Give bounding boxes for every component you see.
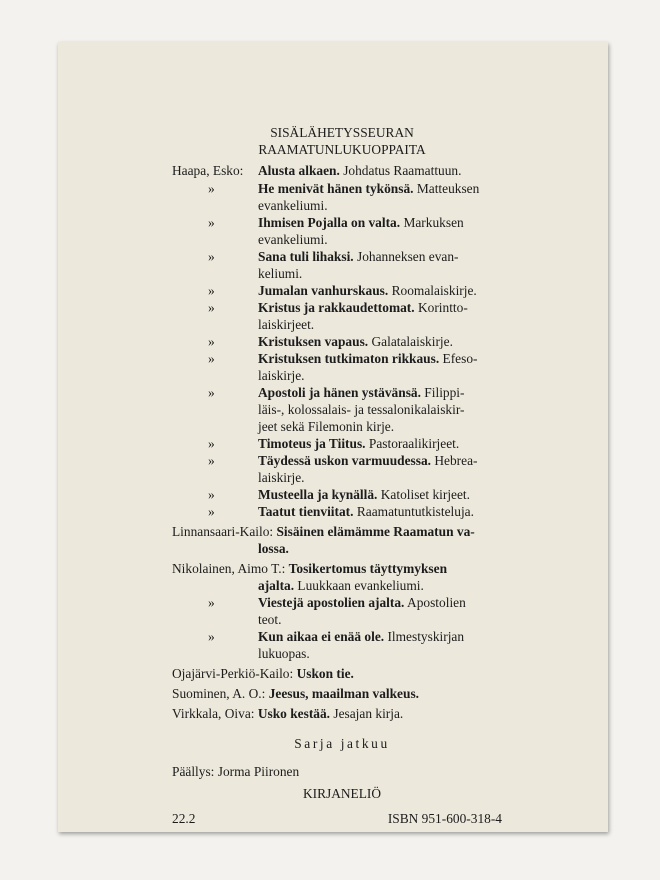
ditto-marker: »	[208, 487, 215, 502]
ditto-marker: »	[208, 181, 215, 196]
book-entry: Taatut tienviitat. Raamatuntutkisteluja.	[258, 504, 474, 519]
ditto-marker: »	[208, 334, 215, 349]
ditto-marker: »	[208, 629, 215, 644]
book-entry: Jumalan vanhurskaus. Roomalaiskirje.	[258, 283, 477, 298]
book-entry: Viestejä apostolien ajalta. Apostolien	[258, 595, 466, 610]
ditto-marker: »	[208, 595, 215, 610]
book-entry: Suominen, A. O.: Jeesus, maailman valkeus.	[172, 686, 420, 701]
ditto-marker: »	[208, 300, 215, 315]
book-entry-cont: laiskirje.	[258, 470, 305, 485]
book-entry: Timoteus ja Tiitus. Pastoraalikirjeet.	[258, 436, 460, 451]
book-entry: Linnansaari-Kailo: Sisäinen elämämme Raamatun va-	[172, 524, 475, 539]
ditto-marker: »	[208, 215, 215, 230]
series-header-line2: RAAMATUNLUKUOPPAITA	[258, 142, 426, 157]
book-entry-cont: ajalta. Luukkaan evankeliumi.	[258, 578, 424, 593]
cover-credit: Päällys: Jorma Piironen	[172, 764, 300, 779]
book-entry: Ihmisen Pojalla on valta. Markuksen	[258, 215, 464, 230]
publisher-name: KIRJANELIÖ	[302, 786, 382, 801]
book-entry: Musteella ja kynällä. Katoliset kirjeet.	[258, 487, 470, 502]
ditto-marker: »	[208, 453, 215, 468]
book-entry: He menivät hänen tykönsä. Matteuksen	[258, 181, 480, 196]
ditto-marker: »	[208, 351, 215, 366]
book-entry-cont: lukuopas.	[258, 646, 310, 661]
book-entry-cont: evankeliumi.	[258, 232, 328, 247]
book-entry: Virkkala, Oiva: Usko kestää. Jesajan kirja.	[172, 706, 404, 721]
isbn: ISBN 951-600-318-4	[387, 811, 502, 826]
book-entry-cont: keliumi.	[258, 266, 303, 281]
book-entry-cont: evankeliumi.	[258, 198, 328, 213]
book-entry: Ojajärvi-Perkiö-Kailo: Uskon tie.	[172, 666, 354, 681]
series-header-line1: SISÄLÄHETYSSEURAN	[270, 125, 414, 140]
book-entry: Sana tuli lihaksi. Johanneksen evan-	[258, 249, 459, 264]
book-entry: Apostoli ja hänen ystävänsä. Filippi-	[258, 385, 465, 400]
series-continues-note: Sarja jatkuu	[294, 736, 390, 751]
book-entry: Kristuksen vapaus. Galatalaiskirje.	[258, 334, 453, 349]
book-entry: Täydessä uskon varmuudessa. Hebrea-	[258, 453, 478, 468]
product-code: 22.2	[172, 811, 196, 826]
book-entry-cont: teot.	[258, 612, 282, 627]
author-haapa: Haapa, Esko:	[172, 163, 244, 178]
book-entry-cont: lossa.	[258, 541, 289, 556]
ditto-marker: »	[208, 385, 215, 400]
ditto-marker: »	[208, 504, 215, 519]
book-entry-cont: läis-, kolossalais- ja tessalonikalaiskir-	[258, 402, 465, 417]
book-entry: Alusta alkaen. Johdatus Raamattuun.	[258, 163, 462, 178]
book-entry: Kun aikaa ei enää ole. Ilmestyskirjan	[258, 629, 465, 644]
book-entry: Kristus ja rakkaudettomat. Korintto-	[258, 300, 468, 315]
book-entry: Nikolainen, Aimo T.: Tosikertomus täyttymyksen	[172, 561, 448, 576]
book-entry-cont: laiskirje.	[258, 368, 305, 383]
ditto-marker: »	[208, 283, 215, 298]
book-entry-cont: laiskirjeet.	[258, 317, 315, 332]
book-entry-cont: jeet sekä Filemonin kirje.	[258, 419, 395, 434]
ditto-marker: »	[208, 249, 215, 264]
ditto-marker: »	[208, 436, 215, 451]
book-entry: Kristuksen tutkimaton rikkaus. Efeso-	[258, 351, 478, 366]
